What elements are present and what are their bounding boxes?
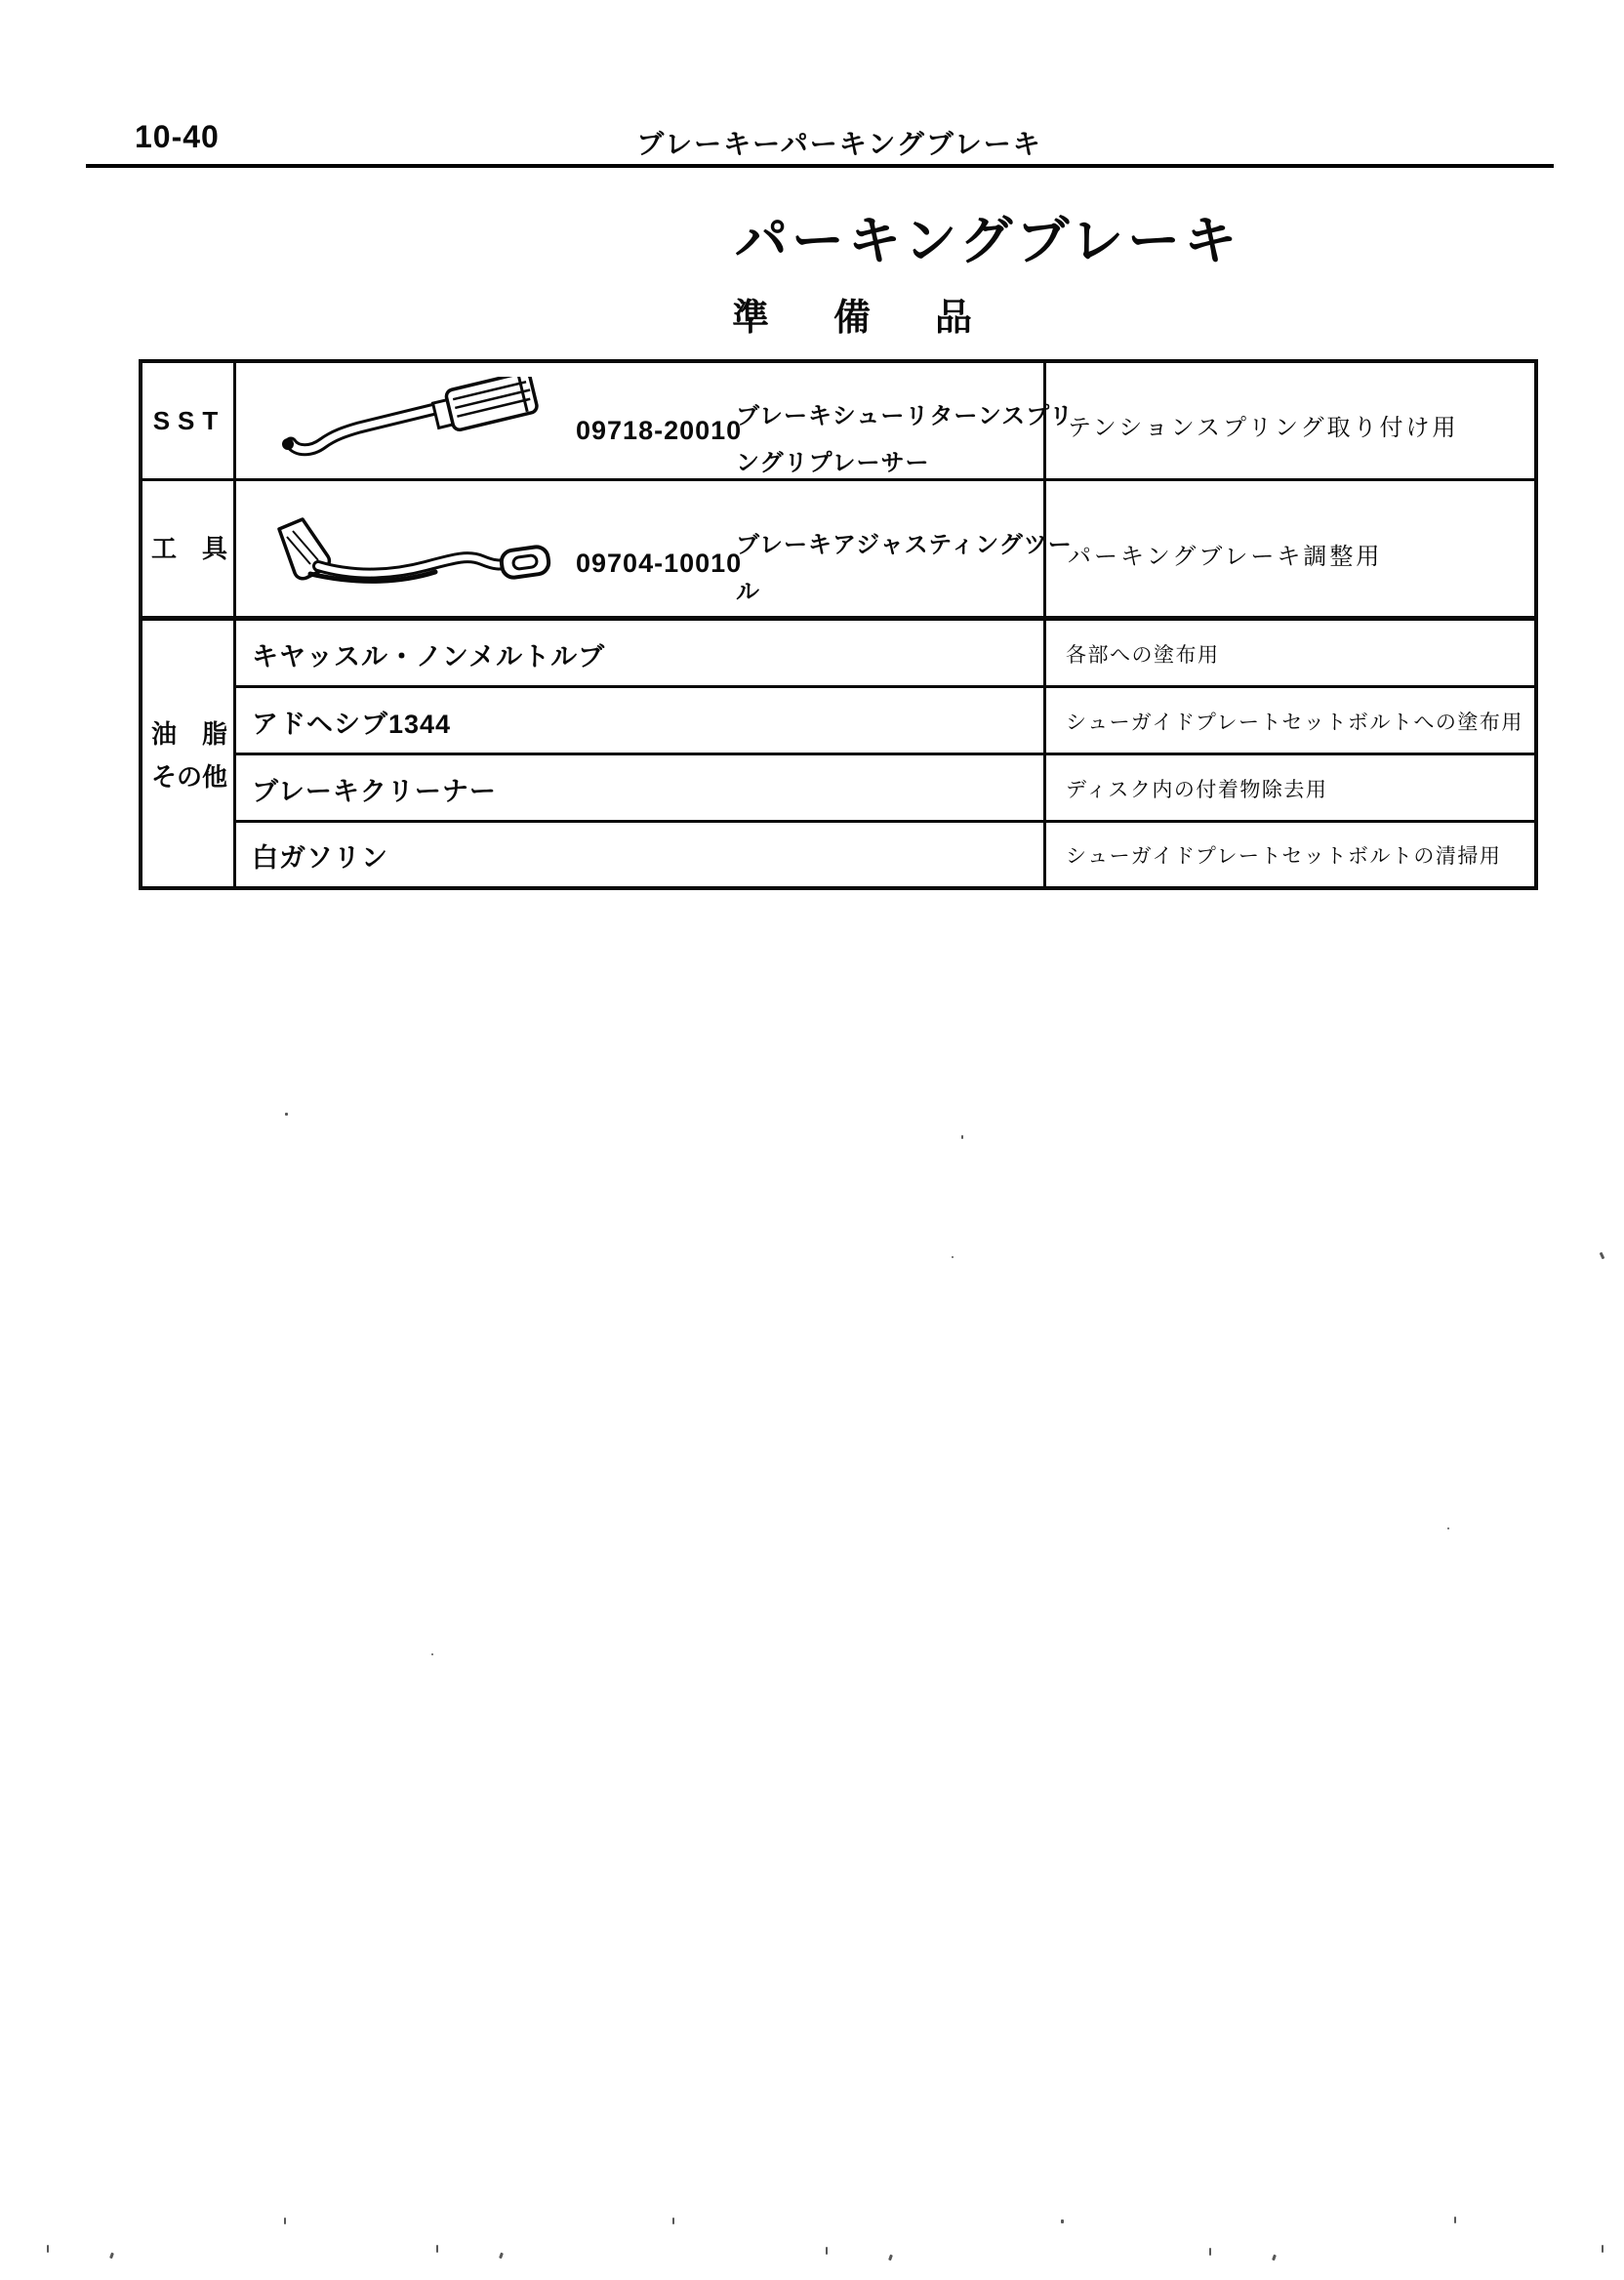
preparation-table bbox=[139, 359, 1538, 890]
part-number-tool: 09704-10010 bbox=[576, 549, 743, 578]
purpose-adjusting-tool: パーキングブレーキ調整用 bbox=[1068, 544, 1383, 570]
tool-name-adj-line1: ブレーキアジャスティングツー bbox=[736, 532, 1073, 558]
header-rule bbox=[86, 164, 1554, 168]
scan-speck bbox=[109, 2253, 114, 2260]
scan-speck bbox=[1061, 2219, 1064, 2223]
table-vertical-line-purpose bbox=[1043, 363, 1046, 886]
chapter-header: ブレーキーパーキングブレーキ bbox=[636, 129, 1042, 159]
supply-purpose-nonmelt-lube: 各部への塗布用 bbox=[1066, 644, 1220, 667]
scan-speck bbox=[888, 2255, 893, 2261]
part-number-sst: 09718-20010 bbox=[576, 416, 743, 445]
spring-replacer-tool-illustration bbox=[271, 377, 554, 463]
scan-speck bbox=[284, 2218, 286, 2224]
table-row-line-1 bbox=[142, 478, 1534, 481]
tool-name-adj-line2: ル bbox=[736, 579, 760, 605]
category-cell-sst: SST bbox=[152, 405, 226, 435]
scan-speck bbox=[961, 1135, 963, 1139]
scan-speck bbox=[285, 1113, 288, 1116]
scan-speck bbox=[672, 2218, 674, 2224]
supply-name-nonmelt-lube: キヤッスル・ノンメルトルブ bbox=[252, 642, 606, 672]
scan-speck bbox=[499, 2253, 504, 2260]
scan-speck bbox=[1447, 1527, 1449, 1529]
category-oils-line2: その他 bbox=[150, 762, 227, 792]
supply-name-adhesive-1344: アドヘシブ1344 bbox=[252, 710, 452, 739]
category-oils-line1: 油 脂 bbox=[150, 719, 227, 749]
scan-speck bbox=[1209, 2248, 1211, 2256]
category-cell-tool: 工 具 bbox=[150, 534, 227, 563]
table-row-line-3 bbox=[233, 685, 1534, 688]
table-row-line-4 bbox=[233, 753, 1534, 755]
tool-name-sst-line1: ブレーキシューリターンスプリ bbox=[736, 403, 1075, 429]
scan-speck bbox=[47, 2245, 49, 2253]
purpose-sst: テンションスプリング取り付け用 bbox=[1068, 415, 1459, 441]
page-title: パーキングブレーキ bbox=[734, 212, 1241, 270]
scan-speck bbox=[1602, 2245, 1604, 2253]
scan-speck bbox=[1600, 1252, 1605, 1260]
scan-speck bbox=[436, 2245, 438, 2253]
tool-name-sst-line2: ングリプレーサー bbox=[736, 450, 930, 476]
scan-speck bbox=[431, 1653, 433, 1655]
table-row-line-2 bbox=[142, 616, 1534, 621]
supply-name-white-gasoline: 白ガソリン bbox=[252, 843, 388, 873]
tool-hook-tip bbox=[282, 438, 294, 450]
supply-purpose-brake-cleaner: ディスク内の付着物除去用 bbox=[1066, 779, 1328, 801]
category-cell-oils bbox=[142, 712, 236, 798]
scan-speck bbox=[952, 1256, 954, 1258]
supply-name-brake-cleaner: ブレーキクリーナー bbox=[252, 777, 497, 806]
section-title: 準 備 品 bbox=[731, 298, 987, 339]
tool-handle bbox=[430, 377, 538, 434]
scan-speck bbox=[826, 2247, 828, 2255]
scan-speck bbox=[1272, 2255, 1277, 2261]
adjusting-tool-illustration bbox=[267, 508, 560, 597]
tool-ring-tip bbox=[500, 546, 549, 579]
supply-purpose-adhesive-1344: シューガイドプレートセットボルトへの塗布用 bbox=[1066, 712, 1523, 734]
scan-speck bbox=[1454, 2217, 1456, 2223]
supply-purpose-white-gasoline: シューガイドプレートセットボルトの清掃用 bbox=[1066, 845, 1502, 868]
page-number: 10-40 bbox=[135, 119, 220, 154]
table-row-line-5 bbox=[233, 820, 1534, 823]
